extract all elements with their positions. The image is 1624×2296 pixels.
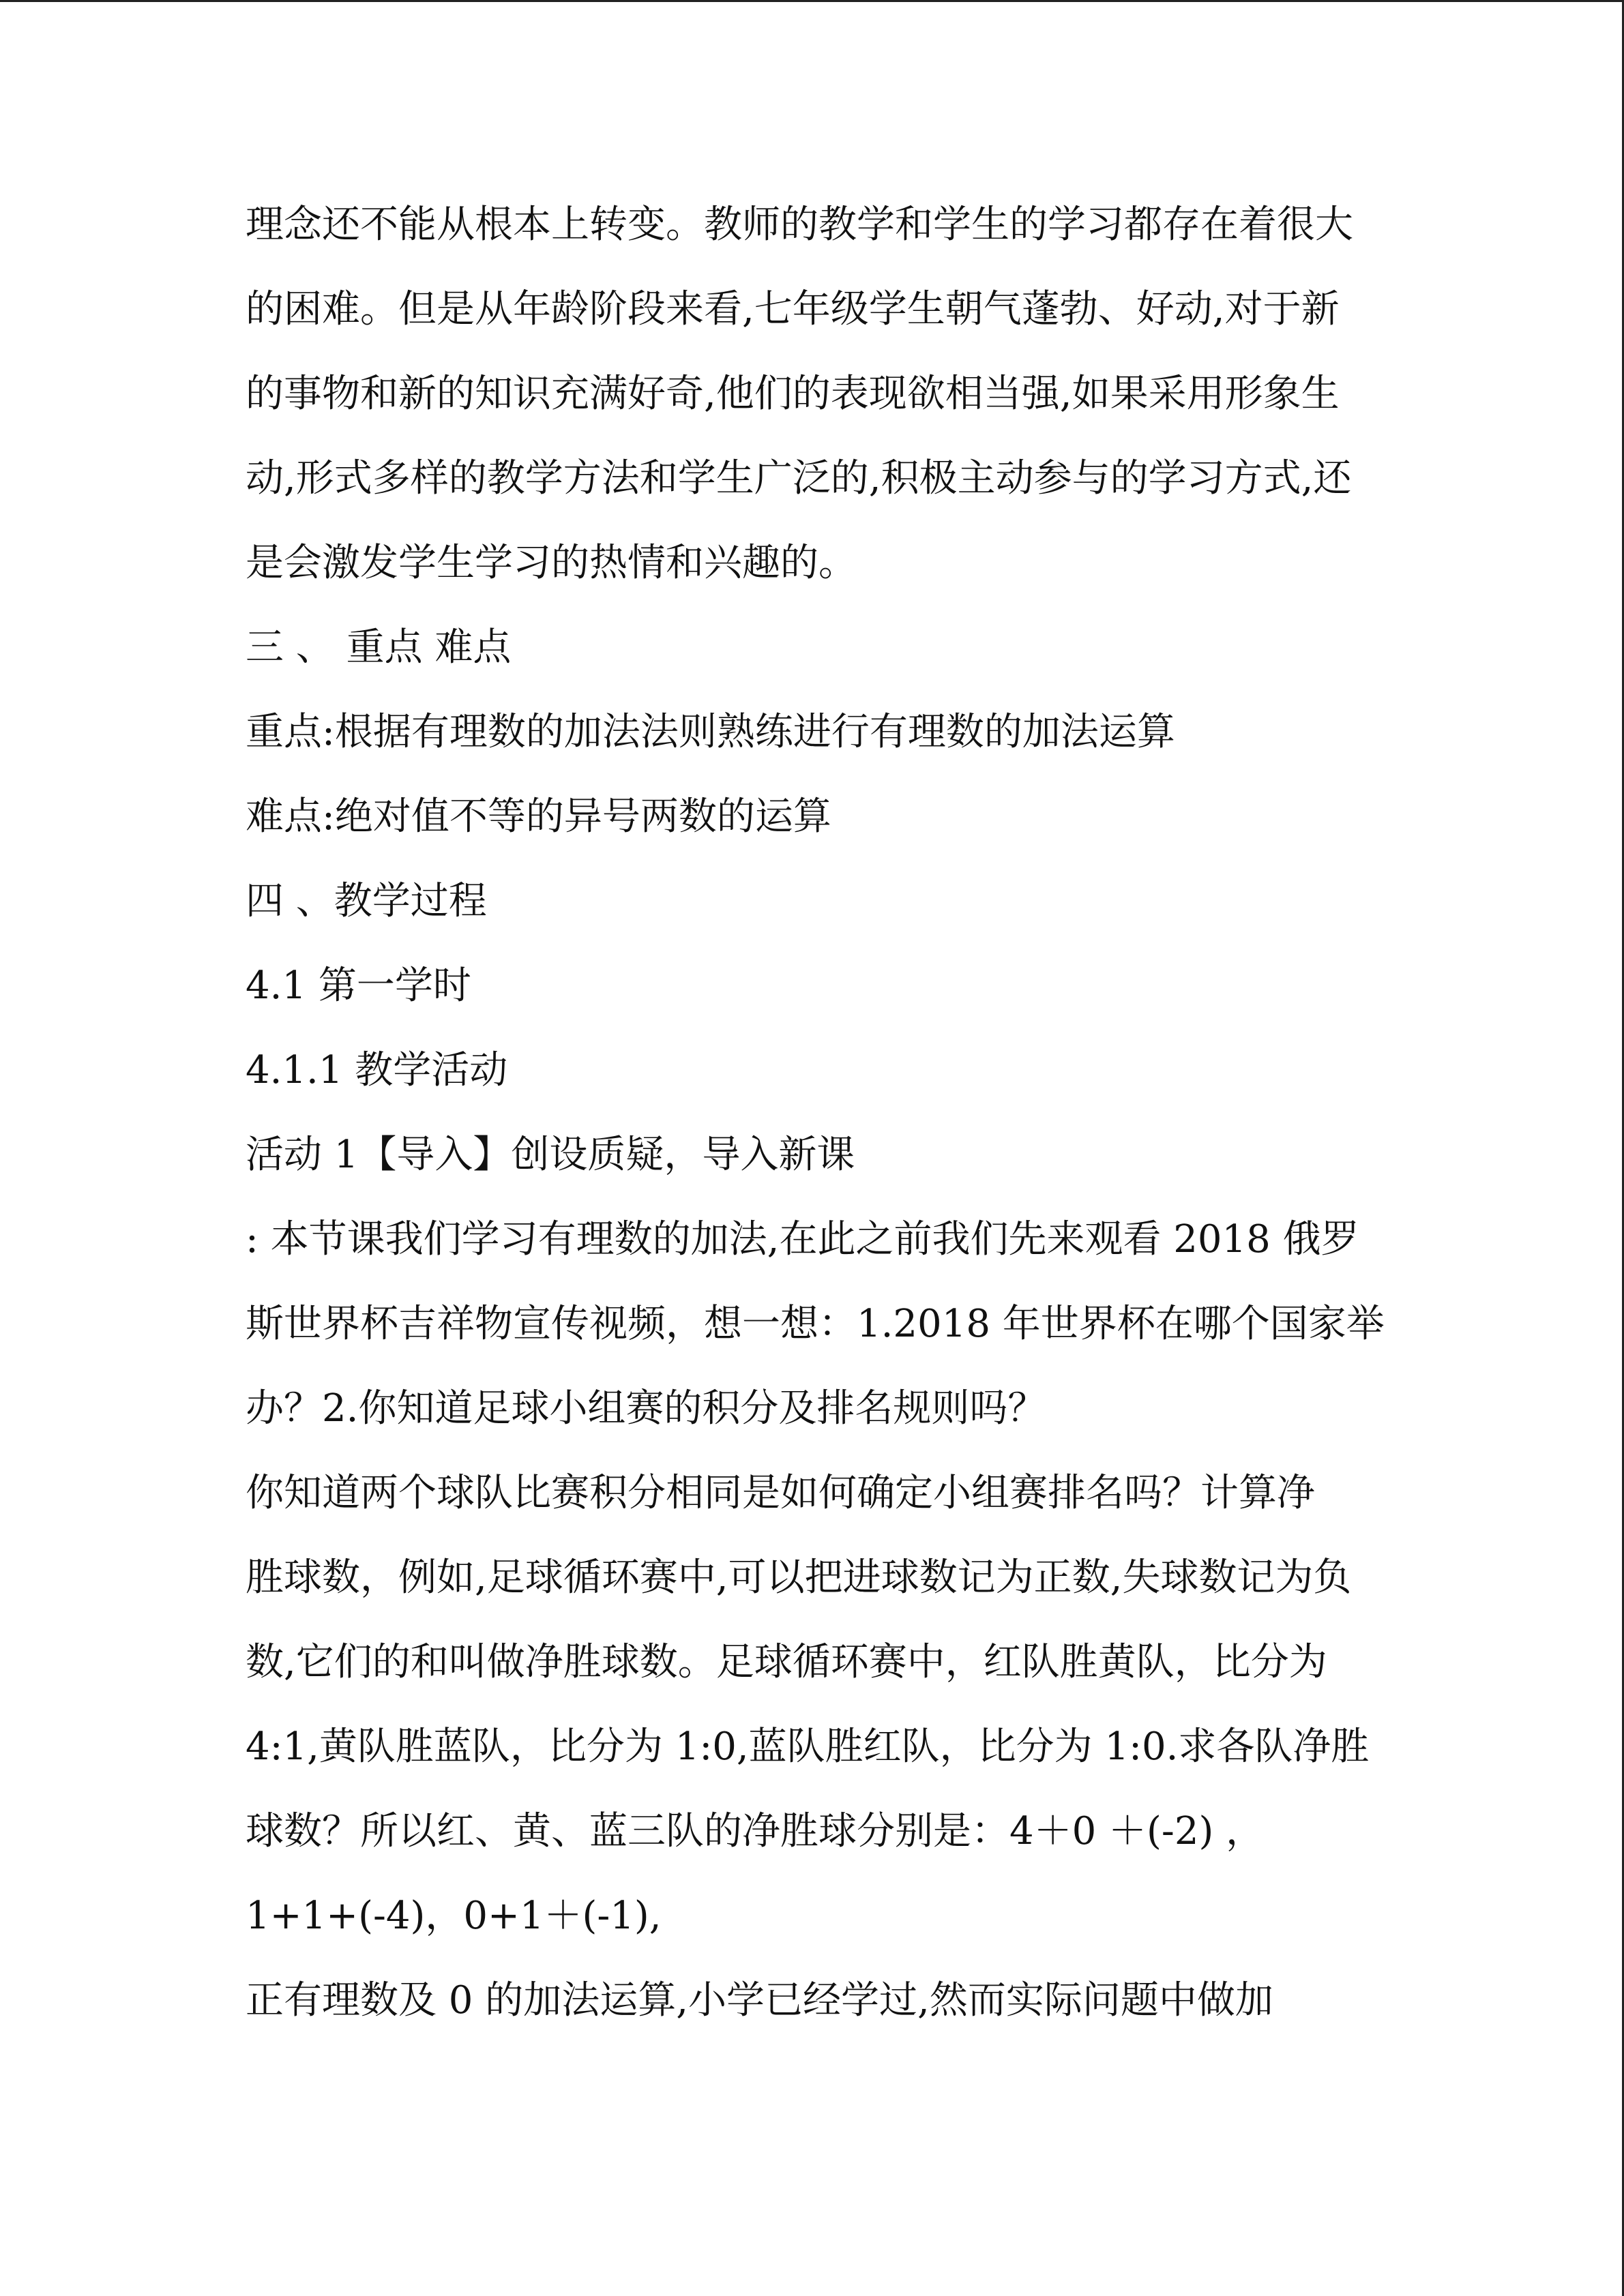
activity-heading: 活动 1【导入】创设质疑，导入新课 (246, 1133, 855, 1177)
text-line-14: 斯世界杯吉祥物宣传视频，想一想：1.2018 年世界杯在哪个国家举 (246, 1302, 1385, 1346)
text-line-20: 球数？所以红、黄、蓝三队的净胜球分别是：4＋0 ＋(-2) ， (246, 1809, 1265, 1853)
text-line-18: 数,它们的和叫做净胜球数。足球循环赛中，红队胜黄队，比分为 (246, 1640, 1327, 1684)
difficult-point-line: 难点:绝对值不等的异号两数的运算 (246, 794, 831, 839)
text-line-1: 理念还不能从根本上转变。教师的教学和学生的学习都存在着很大 (246, 203, 1353, 247)
text-line-21: 1+1+(-4)，0+1＋(-1), (246, 1894, 662, 1938)
text-line-17: 胜球数，例如,足球循环赛中,可以把进球数记为正数,失球数记为负 (246, 1555, 1352, 1600)
section-heading-teaching-process: 四 、教学过程 (246, 879, 487, 923)
text-line-19: 4:1,黄队胜蓝队，比分为 1:0,蓝队胜红队，比分为 1:0.求各队净胜 (246, 1725, 1370, 1769)
text-line-15: 办？2.你知道足球小组赛的积分及排名规则吗？ (246, 1386, 1046, 1431)
text-line-5: 是会激发学生学习的热情和兴趣的。 (246, 541, 857, 585)
text-line-13: : 本节课我们学习有理数的加法,在此之前我们先来观看 2018 俄罗 (246, 1217, 1359, 1262)
text-line-2: 的困难。但是从年龄阶段来看,七年级学生朝气蓬勃、好动,对于新 (246, 287, 1340, 331)
text-line-22: 正有理数及 0 的加法运算,小学已经学过,然而实际问题中做加 (246, 1978, 1273, 2023)
subsection-heading-4-1-1: 4.1.1 教学活动 (246, 1048, 508, 1092)
text-line-4: 动,形式多样的教学方法和学生广泛的,积极主动参与的学习方式,还 (246, 456, 1352, 501)
text-line-16: 你知道两个球队比赛积分相同是如何确定小组赛排名吗？计算净 (246, 1471, 1315, 1515)
section-heading-key-points: 三 、 重点 难点 (246, 625, 512, 670)
page-top-border (0, 0, 1624, 2)
text-line-3: 的事物和新的知识充满好奇,他们的表现欲相当强,如果采用形象生 (246, 372, 1340, 416)
key-point-line: 重点:根据有理数的加法法则熟练进行有理数的加法运算 (246, 710, 1175, 754)
subsection-heading-4-1: 4.1 第一学时 (246, 964, 471, 1008)
